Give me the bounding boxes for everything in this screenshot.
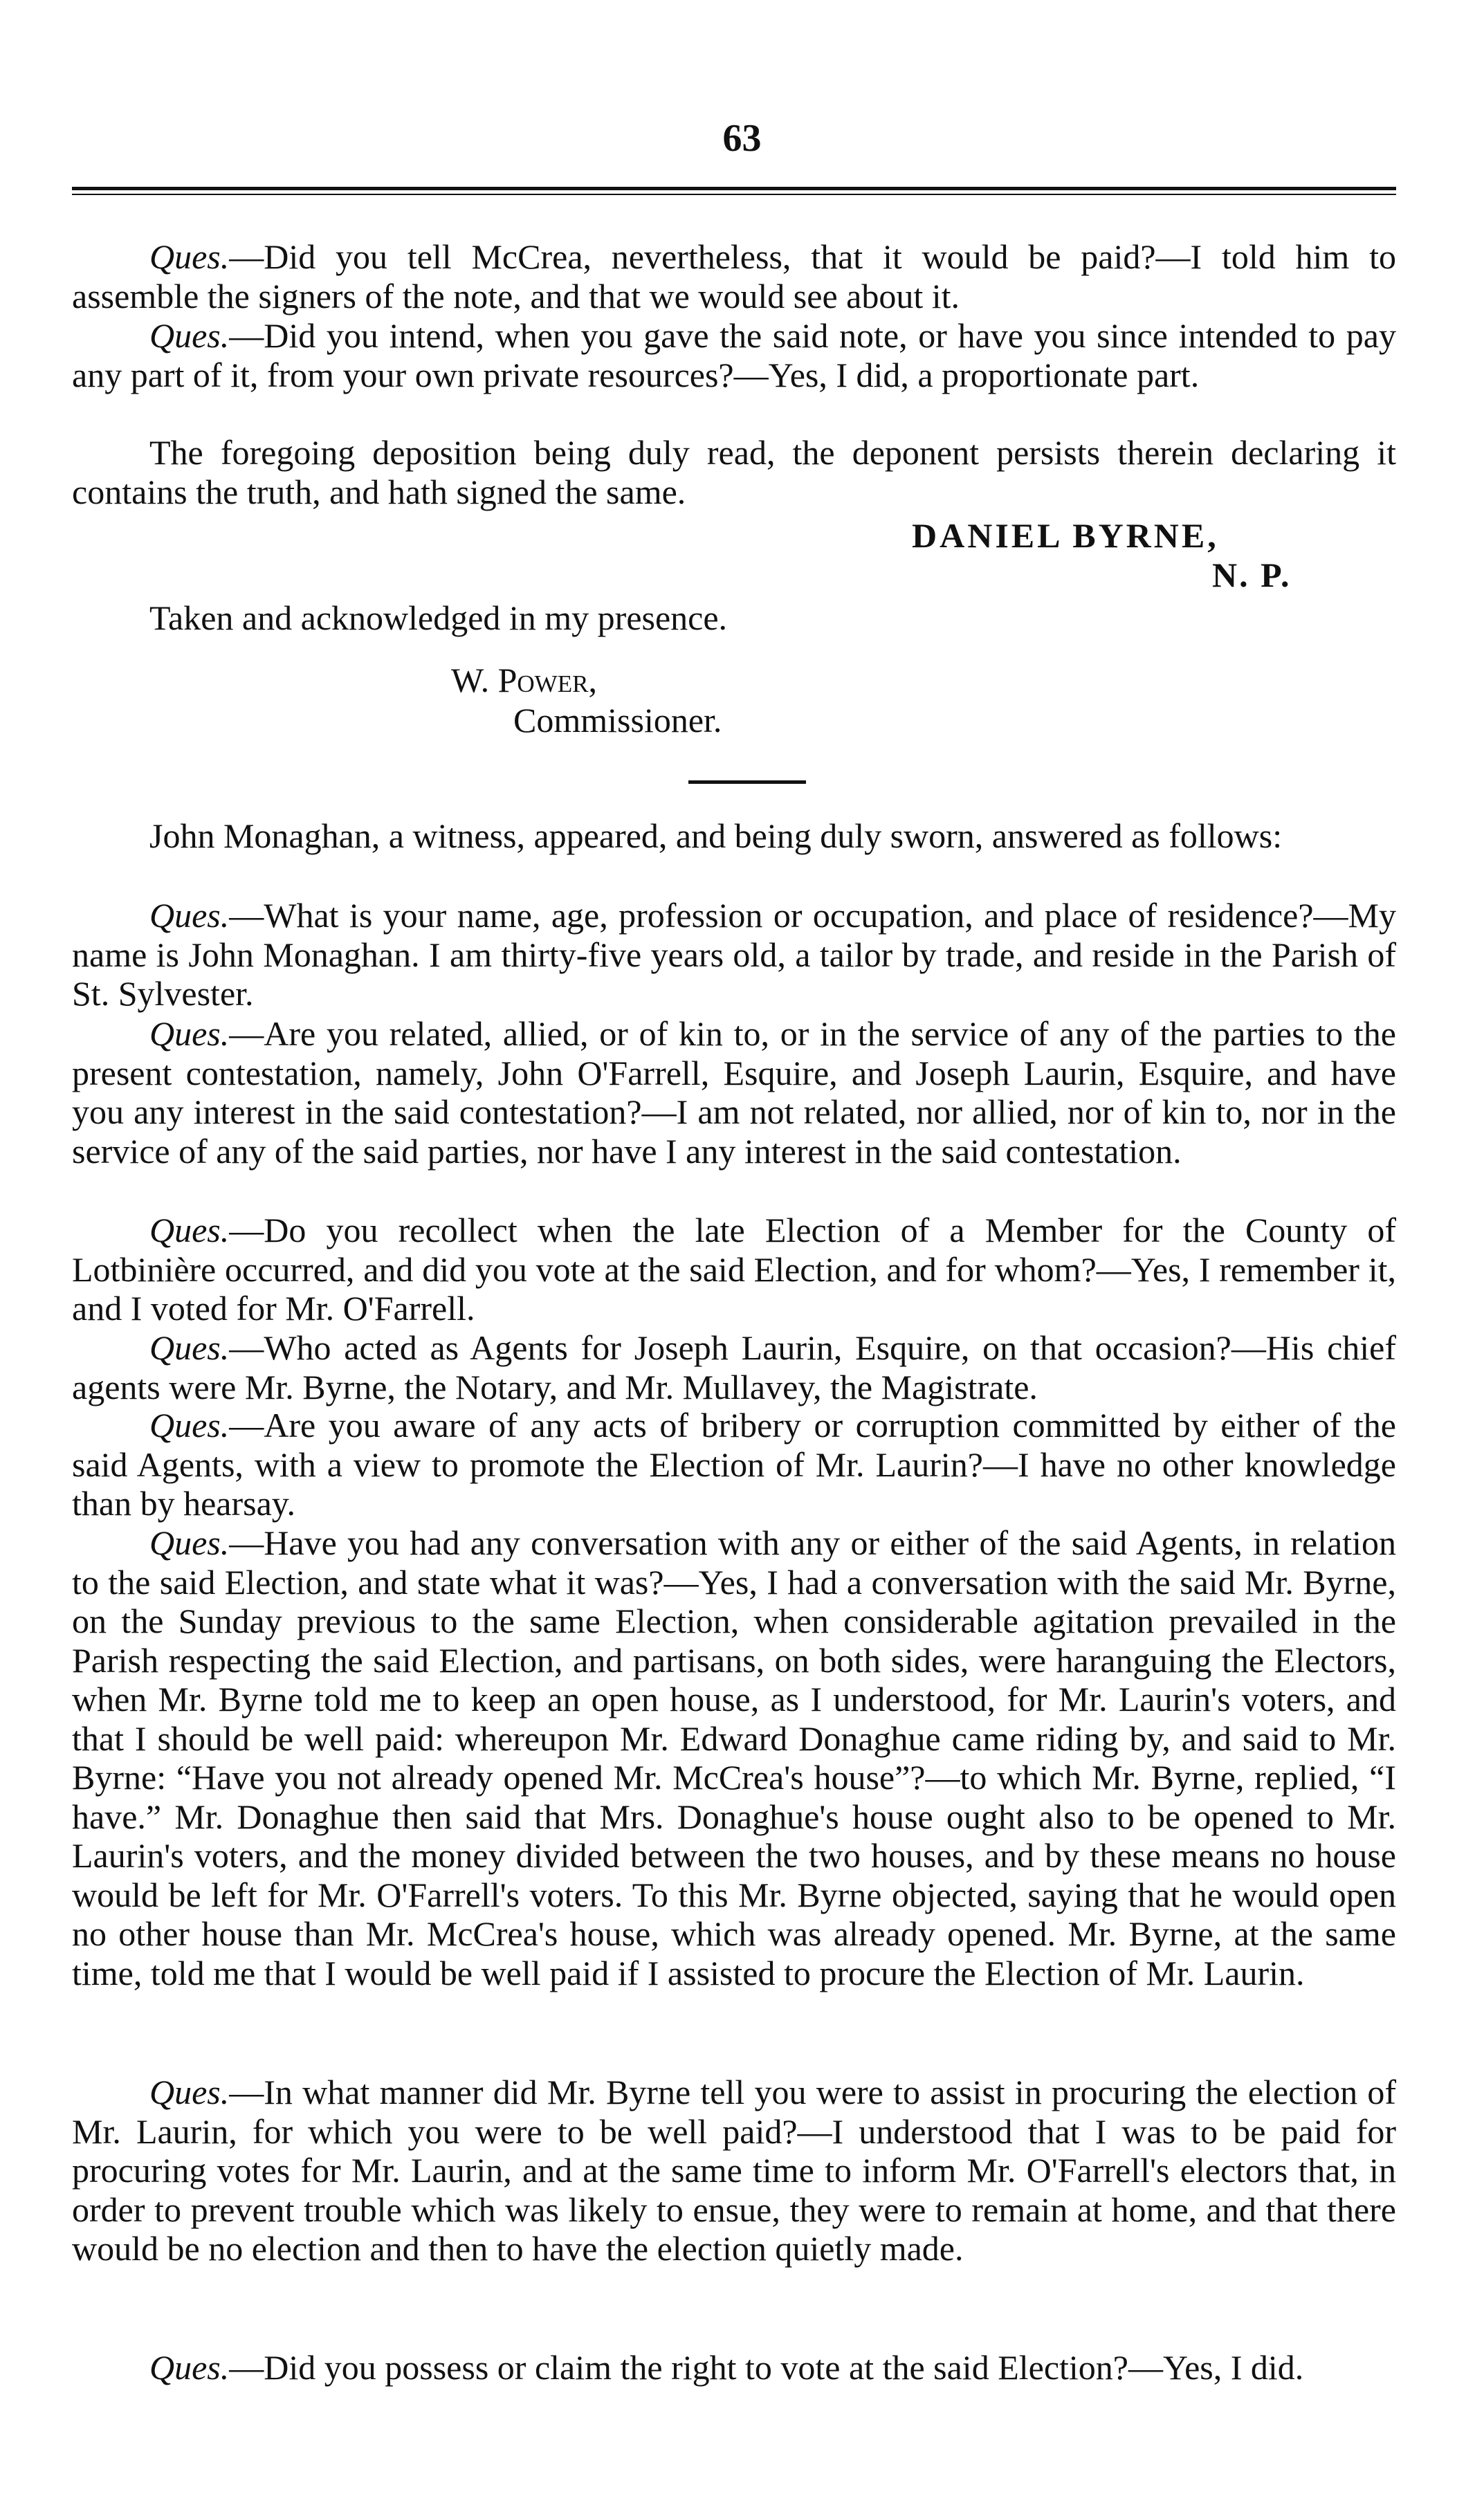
paragraph-text: —Did you tell McCrea, nevertheless, that it would be paid?—I told him to assemble the signers of the note, and that we would see about it. [72,237,1396,315]
qa-paragraph [72,896,1396,1014]
qa-text: —Have you had any conversation with any or either of the said Agents, in relation to the said Election, and state what it was?—Yes, I had a conversation with the said Mr. Byrne, on the Sunday previous to the same Election, when considerable agitation prevailed in the Parish respecting the said Election, and partisans, on both sides, were haranguing the Electors, when Mr. Byrne told me to keep an open house, as I understood, for Mr. Laurin's voters, and that I should be well paid: whereupon Mr. Edward Donaghue came riding by, and said to Mr. Byrne: “Have you not already opened Mr. McCrea's house”?—to which Mr. Byrne, replied, “I have.” Mr. Donaghue then said that Mrs. Donaghue's house ought also to be opened to Mr. Laurin's voters, and the money divided between the two houses, and by these means no house would be left for Mr. O'Farrell's voters. To this Mr. Byrne objected, saying that he would open no other house than Mr. McCrea's house, which was already opened. Mr. Byrne, at the same time, told me that I would be well paid if I assisted to procure the Election of Mr. Laurin. [72,1523,1396,1992]
qa-paragraph [72,1014,1396,1171]
ques-label: Ques. [149,1523,230,1562]
qa-text: —Did you possess or claim the right to vote at the said Election?—Yes, I did. [229,2348,1304,2387]
header-rule-thin [72,194,1396,195]
commissioner-title: Commissioner. [513,701,722,740]
ques-label: Ques. [149,896,230,935]
closing-paragraph: The foregoing deposition being duly read, the deponent persists therein declaring it contains the truth, and hath signed the same. [72,433,1396,511]
qa-text: —Do you recollect when the late Election of a Member for the County of Lotbinière occurred, and did you vote at the said Election, and for whom?—Yes, I remember it, and I voted for Mr. O'Farrell. [72,1211,1396,1328]
ques-label: Ques. [149,237,230,276]
commissioner-name: W. Power, [451,661,597,699]
ques-label: Ques. [149,2348,230,2387]
deposition-intro: John Monaghan, a witness, appeared, and being duly sworn, answered as follows: [149,816,1283,855]
ques-label: Ques. [149,1328,230,1367]
acknowledgment-line: Taken and acknowledged in my presence. [149,598,728,637]
signatory-name: DANIEL BYRNE, [912,516,1219,555]
signatory-title: N. P. [1212,556,1292,594]
ques-label: Ques. [149,1014,230,1053]
qa-text: —Are you related, allied, or of kin to, or in the service of any of the parties to the present contestation, namely, John O'Farrell, Esquire, and Joseph Laurin, Esquire, and have you any interest in the said contestation?—I am not related, nor allied, nor of kin to, nor in the service of any of the said parties, nor have I any interest in the said contestation. [72,1014,1396,1171]
qa-text: —In what manner did Mr. Byrne tell you were to assist in procuring the election of Mr. Laurin, for which you were to be well paid?—I understood that I was to be paid for procuring votes for Mr. Laurin, and at the same time to inform Mr. O'Farrell's electors that, in order to prevent trouble which was likely to ensue, they were to remain at home, and that there would be no election and then to have the election quietly made. [72,2073,1396,2268]
section-separator [688,780,806,784]
ques-label: Ques. [149,1211,230,1249]
header-rule [72,187,1396,190]
qa-paragraph [72,2348,1396,2387]
qa-paragraph [72,2073,1396,2268]
ques-label: Ques. [149,316,230,355]
qa-paragraph [72,1211,1396,1328]
qa-paragraph [72,1328,1396,1406]
ques-label: Ques. [149,2073,230,2111]
qa-paragraph [72,1406,1396,1523]
qa-text: —Who acted as Agents for Joseph Laurin, Esquire, on that occasion?—His chief agents were Mr. Byrne, the Notary, and Mr. Mullavey, the Magistrate. [72,1328,1396,1406]
ques-label: Ques. [149,1406,230,1445]
continuation-paragraph-2 [72,316,1396,394]
page-number: 63 [722,117,762,160]
qa-text: —What is your name, age, profession or occupation, and place of residence?—My name is John Monaghan. I am thirty-five years old, a tailor by trade, and reside in the Parish of St. Sylvester. [72,896,1396,1013]
qa-text: —Are you aware of any acts of bribery or corruption committed by either of the said Agents, with a view to promote the Election of Mr. Laurin?—I have no other knowledge than by hearsay. [72,1406,1396,1523]
continuation-paragraph-1 [72,237,1396,315]
qa-paragraph [72,1523,1396,1992]
paragraph-text: —Did you intend, when you gave the said note, or have you since intended to pay any part of it, from your own private resources?—Yes, I did, a proportionate part. [72,316,1396,394]
